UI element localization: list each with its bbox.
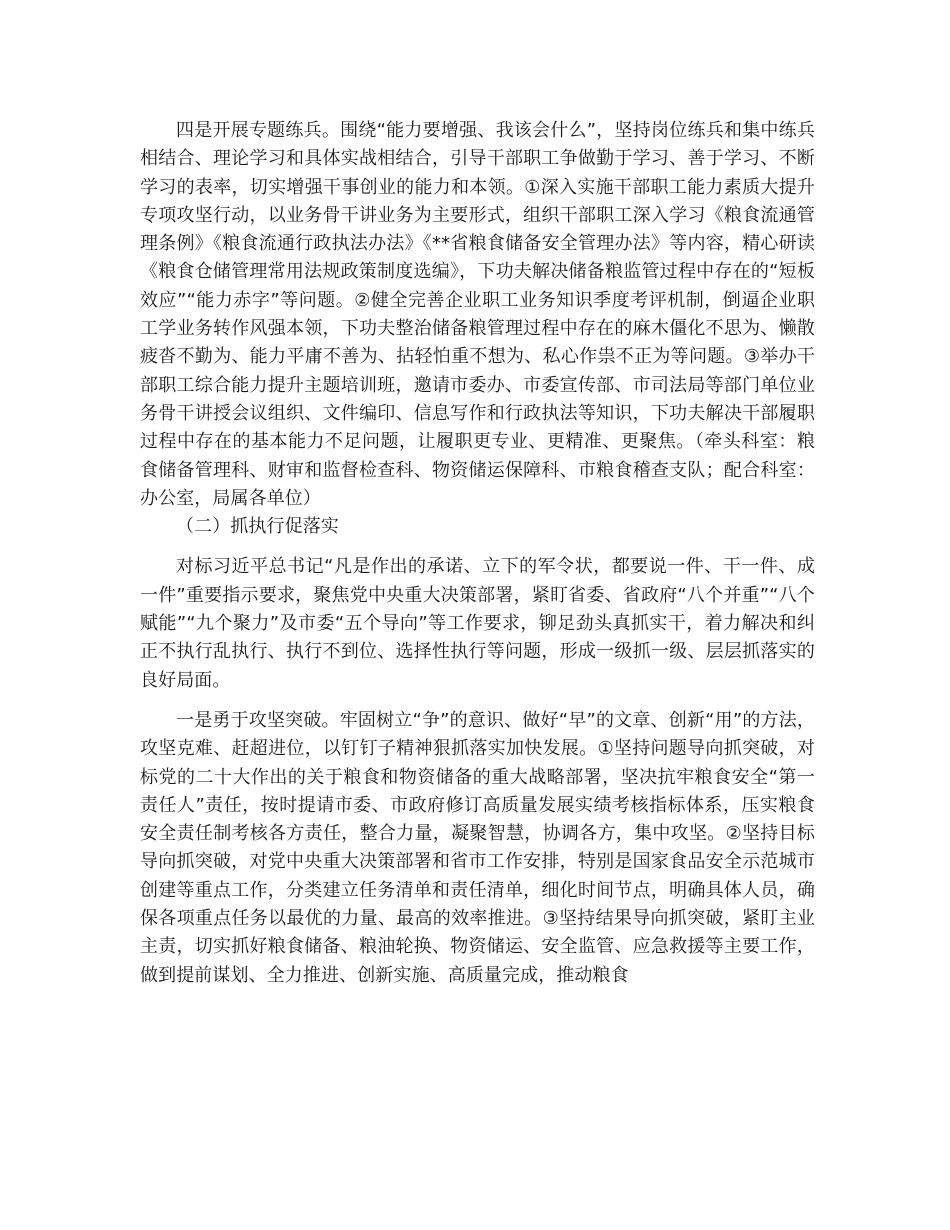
section-heading-execution: （二）抓执行促落实	[176, 516, 339, 538]
paragraph-breakthrough: 一是勇于攻坚突破。牢固树立“争”的意识、做好“早”的文章、创新“用”的方法，攻坚克难、赶超进位，以钉钉子精神狠抓落实加快发展。①坚持问题导向抓突破，对标党的二十大作出的关于粮食和物资储备的重大战略部署，坚决抗牢粮食安全“第一责任人”责任，按时提请市委、市政府修订高质量发展实绩考核指标体系，压实粮食安全责任制考核各方责任，整合力量，凝聚智慧，协调各方，集中攻坚。②坚持目标导向抓突破，对党中央重大决策部署和省市工作安排，特别是国家食品安全示范城市创建等重点工作，分类建立任务清单和责任清单，细化时间节点，明确具体人员，确保各项重点任务以最优的力量、最高的效率推进。③坚持结果导向抓突破，紧盯主业主责，切实抓好粮食储备、粮油轮换、物资储运、安全监管、应急救援等主要工作，做到提前谋划、全力推进、创新实施、高质量完成，推动粮食	[140, 709, 815, 986]
paragraph-skill-training: 四是开展专题练兵。围绕“能力要增强、我该会什么”，坚持岗位练兵和集中练兵相结合、理论学习和具体实战相结合，引导干部职工争做勤于学习、善于学习、不断学习的表率，切实增强干事创业的能力和本领。①深入实施干部职工能力素质大提升专项攻坚行动，以业务骨干讲业务为主要形式，组织干部职工深入学习《粮食流通管理条例》《粮食流通行政执法办法》《**省粮食储备安全管理办法》等内容，精心研读《粮食仓储管理常用法规政策制度选编》，下功夫解决储备粮监管过程中存在的“短板效应”“能力赤字”等问题。②健全完善企业职工业务知识季度考评机制，倒逼企业职工学业务转作风强本领，下功夫整治储备粮管理过程中存在的麻木僵化不思为、懒散疲沓不勤为、能力平庸不善为、拈轻怕重不想为、私心作祟不正为等问题。③举办干部职工综合能力提升主题培训班，邀请市委办、市委宣传部、市司法局等部门单位业务骨干讲授会议组织、文件编印、信息写作和行政执法等知识，下功夫解决干部履职过程中存在的基本能力不足问题，让履职更专业、更精准、更聚焦。（牵头科室：粮食储备管理科、财审和监督检查科、物资储运保障科、市粮食稽查支队；配合科室：办公室，局属各单位）	[140, 120, 815, 509]
document-body	[140, 117, 815, 990]
paragraph-execution-intro: 对标习近平总书记“凡是作出的承诺、立下的军令状，都要说一件、干一件、成一件”重要指示要求，聚焦党中央重大决策部署，紧盯省委、省政府“八个并重”“八个赋能”“九个聚力”及市委“五个导向”等工作要求，铆足劲头真抓实干，着力解决和纠正不执行乱执行、执行不到位、选择性执行等问题，形成一级抓一级、层层抓落实的良好局面。	[140, 556, 815, 691]
